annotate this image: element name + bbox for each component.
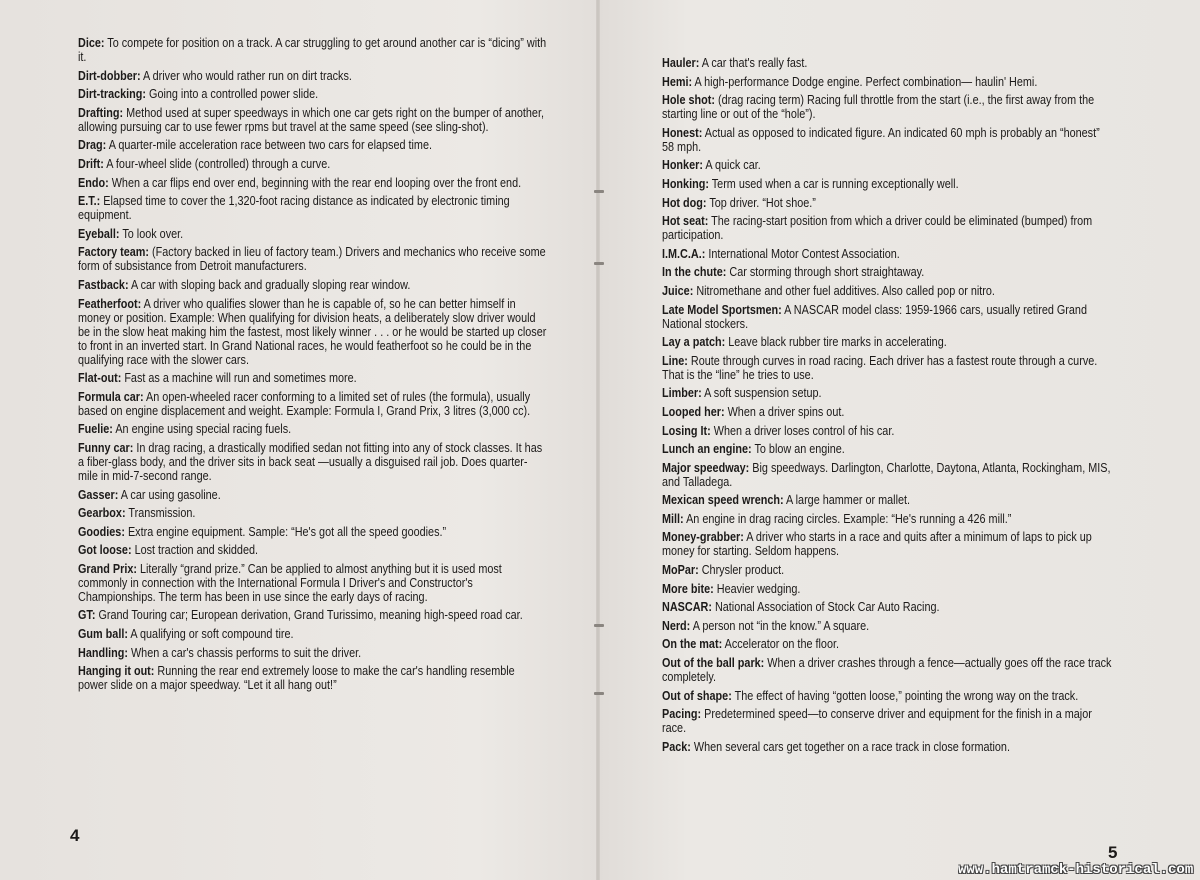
glossary-term: Hauler: bbox=[662, 56, 700, 70]
glossary-term: Fuelie: bbox=[78, 422, 113, 437]
glossary-term: Got loose: bbox=[78, 543, 132, 558]
glossary-entry bbox=[662, 530, 1114, 558]
glossary-entry bbox=[662, 689, 1114, 703]
glossary-entry bbox=[662, 424, 1114, 438]
glossary-definition: Elapsed time to cover the 1,320-foot racing distance as indicated by electronic timing equipment. bbox=[78, 194, 510, 223]
glossary-entry bbox=[662, 461, 1114, 489]
glossary-entry bbox=[78, 390, 547, 418]
glossary-definition: Route through curves in road racing. Each driver has a fastest route through a curve. That is the “line” he tries to use. bbox=[662, 353, 1098, 382]
glossary-term: Hot dog: bbox=[662, 195, 707, 210]
glossary-term: In the chute: bbox=[662, 265, 727, 280]
book-spine bbox=[596, 0, 600, 880]
glossary-term: Dice: bbox=[78, 36, 105, 50]
glossary-definition: Literally “grand prize.” Can be applied to almost anything but it is used most commonly in connection with the International Formula I Driver's and Constructor's Championships. The term has been in use since the early days of racing. bbox=[78, 561, 502, 604]
page-number-right: 5 bbox=[1108, 843, 1118, 862]
glossary-term: Out of shape: bbox=[662, 688, 732, 703]
left-glossary-column bbox=[78, 36, 547, 697]
glossary-definition: A person not “in the know.” A square. bbox=[692, 618, 870, 633]
glossary-entry bbox=[78, 36, 547, 64]
glossary-term: Losing It: bbox=[662, 423, 711, 438]
glossary-definition: (Factory backed in lieu of factory team.) Drivers and mechanics who receive some form of subsistance from Detroit manufacturers. bbox=[78, 245, 546, 274]
glossary-definition: A car using gasoline. bbox=[120, 487, 221, 502]
glossary-entry bbox=[78, 627, 547, 641]
glossary-term: Hemi: bbox=[662, 74, 693, 89]
glossary-definition: A quarter-mile acceleration race between two cars for elapsed time. bbox=[108, 138, 432, 153]
glossary-term: Pacing: bbox=[662, 707, 702, 722]
glossary-term: NASCAR: bbox=[662, 600, 712, 615]
glossary-entry bbox=[78, 506, 547, 520]
glossary-term: Mexican speed wrench: bbox=[662, 493, 784, 508]
glossary-entry bbox=[662, 158, 1114, 172]
glossary-definition: Transmission. bbox=[128, 506, 196, 521]
glossary-definition: An engine using special racing fuels. bbox=[115, 422, 292, 437]
glossary-term: E.T.: bbox=[78, 194, 101, 209]
site-watermark: www.hamtramck-historical.com bbox=[958, 862, 1194, 878]
glossary-definition: A car with sloping back and gradually sloping rear window. bbox=[130, 277, 411, 292]
glossary-definition: When several cars get together on a race track in close formation. bbox=[693, 739, 1010, 754]
glossary-entry bbox=[662, 442, 1114, 456]
glossary-definition: Method used at super speedways in which one car gets right on the bumper of another, allowing pursuing car to use fewer rpms but travel at the same speed (see sling-shot). bbox=[78, 105, 544, 134]
glossary-entry bbox=[78, 543, 547, 557]
glossary-entry bbox=[662, 386, 1114, 400]
glossary-term: Dirt-tracking: bbox=[78, 87, 147, 102]
glossary-definition: Lost traction and skidded. bbox=[134, 543, 259, 558]
glossary-term: Line: bbox=[662, 353, 688, 368]
glossary-term: Handling: bbox=[78, 645, 128, 660]
glossary-term: GT: bbox=[78, 608, 96, 623]
glossary-definition: A driver who starts in a race and quits after a minimum of laps to pick up money for starting. Seldom happens. bbox=[662, 530, 1092, 559]
glossary-term: Major speedway: bbox=[662, 460, 750, 475]
glossary-term: On the mat: bbox=[662, 637, 723, 652]
glossary-term: Hot seat: bbox=[662, 214, 709, 229]
glossary-term: Honker: bbox=[662, 158, 703, 173]
glossary-term: Drag: bbox=[78, 138, 107, 153]
glossary-entry bbox=[78, 69, 547, 83]
glossary-definition: When a driver spins out. bbox=[727, 404, 845, 419]
page-number-left: 4 bbox=[70, 826, 80, 845]
glossary-definition: A NASCAR model class: 1959-1966 cars, usually retired Grand National stockers. bbox=[662, 302, 1087, 331]
glossary-term: Out of the ball park: bbox=[662, 656, 765, 671]
glossary-entry bbox=[662, 493, 1114, 507]
glossary-definition: Top driver. “Hot shoe.” bbox=[709, 195, 816, 210]
glossary-entry bbox=[78, 87, 547, 101]
glossary-term: Mill: bbox=[662, 511, 684, 526]
glossary-definition: Car storming through short straightaway. bbox=[729, 265, 925, 280]
glossary-definition: Nitromethane and other fuel additives. Also called pop or nitro. bbox=[696, 283, 995, 298]
glossary-term: Featherfoot: bbox=[78, 296, 142, 311]
glossary-definition: A quick car. bbox=[705, 158, 761, 173]
glossary-term: Pack: bbox=[662, 739, 691, 754]
glossary-term: Gum ball: bbox=[78, 627, 128, 642]
glossary-definition: Grand Touring car; European derivation, Grand Turissimo, meaning high-speed road car. bbox=[98, 608, 523, 623]
glossary-term: Funny car: bbox=[78, 440, 134, 455]
glossary-entry bbox=[662, 177, 1114, 191]
glossary-definition: A driver who would rather run on dirt tracks. bbox=[142, 68, 352, 83]
glossary-definition: Extra engine equipment. Sample: “He's got all the speed goodies.” bbox=[127, 524, 447, 539]
glossary-entry bbox=[662, 405, 1114, 419]
glossary-term: Juice: bbox=[662, 283, 694, 298]
glossary-entry bbox=[662, 126, 1114, 154]
glossary-definition: (drag racing term) Racing full throttle from the start (i.e., the first away from the starting line or out of the “hole”). bbox=[662, 93, 1095, 122]
glossary-term: Endo: bbox=[78, 175, 109, 190]
glossary-definition: An open-wheeled racer conforming to a limited set of rules (the formula), usually based on engine displacement and weight. Example: Formula I, Grand Prix, 3 litres (3,000 cc). bbox=[78, 389, 531, 418]
glossary-entry bbox=[78, 562, 547, 604]
glossary-definition: An engine in drag racing circles. Example: “He's running a 426 mill.” bbox=[686, 511, 1012, 526]
glossary-entry bbox=[78, 525, 547, 539]
glossary-definition: The effect of having “gotten loose,” pointing the wrong way on the track. bbox=[734, 688, 1079, 703]
glossary-entry bbox=[78, 278, 547, 292]
glossary-definition: Going into a controlled power slide. bbox=[149, 87, 319, 102]
glossary-entry bbox=[78, 608, 547, 622]
glossary-term: Drift: bbox=[78, 156, 104, 171]
glossary-definition: International Motor Contest Association. bbox=[708, 246, 900, 261]
glossary-definition: A car that's really fast. bbox=[701, 56, 808, 70]
glossary-entry bbox=[662, 637, 1114, 651]
glossary-term: Hole shot: bbox=[662, 93, 715, 108]
glossary-definition: The racing-start position from which a driver could be eliminated (bumped) from participation. bbox=[662, 214, 1093, 243]
staple-mark bbox=[594, 262, 604, 265]
glossary-term: Honest: bbox=[662, 125, 703, 140]
glossary-entry bbox=[662, 582, 1114, 596]
glossary-definition: When a car's chassis performs to suit the driver. bbox=[130, 645, 362, 660]
staple-mark bbox=[594, 692, 604, 695]
glossary-term: Formula car: bbox=[78, 389, 144, 404]
glossary-entry bbox=[662, 196, 1114, 210]
glossary-entry bbox=[78, 245, 547, 273]
staple-mark bbox=[594, 624, 604, 627]
glossary-term: Limber: bbox=[662, 386, 702, 401]
glossary-definition: Actual as opposed to indicated figure. An indicated 60 mph is probably an “honest” 58 mph. bbox=[662, 125, 1100, 154]
glossary-term: Eyeball: bbox=[78, 226, 120, 241]
glossary-entry bbox=[78, 106, 547, 134]
glossary-definition: When a car flips end over end, beginning with the rear end looping over the front end. bbox=[111, 175, 522, 190]
glossary-entry bbox=[662, 354, 1114, 382]
glossary-term: Drafting: bbox=[78, 105, 124, 120]
glossary-entry bbox=[662, 56, 1114, 70]
glossary-term: I.M.C.A.: bbox=[662, 246, 706, 261]
glossary-definition: A four-wheel slide (controlled) through a curve. bbox=[106, 156, 331, 171]
right-glossary-column bbox=[662, 56, 1114, 758]
glossary-entry bbox=[662, 707, 1114, 735]
glossary-definition: A qualifying or soft compound tire. bbox=[130, 627, 294, 642]
glossary-definition: To look over. bbox=[122, 226, 184, 241]
glossary-definition: When a driver crashes through a fence—actually goes off the race track completely. bbox=[662, 656, 1112, 685]
glossary-entry bbox=[78, 441, 547, 483]
glossary-term: Gasser: bbox=[78, 487, 119, 502]
glossary-entry bbox=[78, 138, 547, 152]
glossary-entry bbox=[78, 488, 547, 502]
glossary-entry bbox=[662, 335, 1114, 349]
glossary-definition: In drag racing, a drastically modified sedan not fitting into any of stock classes. It has a fiber-glass body, and the driver sits in back seat —usually a disguised rail job. Does quarter-mile in mid-7-second range. bbox=[78, 440, 543, 483]
glossary-term: Grand Prix: bbox=[78, 561, 137, 576]
glossary-definition: To blow an engine. bbox=[754, 442, 845, 457]
glossary-definition: Predetermined speed—to conserve driver and equipment for the finish in a major race. bbox=[662, 707, 1092, 736]
glossary-term: Lay a patch: bbox=[662, 335, 726, 350]
glossary-term: Lunch an engine: bbox=[662, 442, 752, 457]
glossary-entry bbox=[78, 371, 547, 385]
glossary-term: Money-grabber: bbox=[662, 530, 744, 545]
glossary-entry bbox=[78, 297, 547, 367]
glossary-term: Looped her: bbox=[662, 404, 725, 419]
glossary-entry bbox=[662, 740, 1114, 754]
staple-mark bbox=[594, 190, 604, 193]
glossary-definition: A soft suspension setup. bbox=[704, 386, 822, 401]
glossary-definition: A high-performance Dodge engine. Perfect combination— haulin' Hemi. bbox=[694, 74, 1038, 89]
glossary-entry bbox=[662, 214, 1114, 242]
glossary-term: Goodies: bbox=[78, 524, 125, 539]
glossary-entry bbox=[78, 646, 547, 660]
glossary-term: Dirt-dobber: bbox=[78, 68, 141, 83]
glossary-definition: Accelerator on the floor. bbox=[724, 637, 839, 652]
glossary-entry bbox=[78, 227, 547, 241]
glossary-entry bbox=[662, 563, 1114, 577]
glossary-term: Hanging it out: bbox=[78, 664, 155, 679]
glossary-definition: Fast as a machine will run and sometimes more. bbox=[124, 371, 357, 386]
glossary-entry bbox=[78, 157, 547, 171]
glossary-definition: Heavier wedging. bbox=[716, 581, 801, 596]
glossary-term: More bite: bbox=[662, 581, 714, 596]
glossary-entry bbox=[662, 93, 1114, 121]
glossary-entry bbox=[662, 600, 1114, 614]
glossary-definition: A driver who qualifies slower than he is capable of, so he can better himself in money or position. Example: When qualifying for division heats, a deliberately slow driver would be in the slow heat making him the fastest, most likely winner . . . or he would be started up closer to front in an inverted start. In Grand National races, he would featherfoot so he could be in the qualifying race with the slower cars. bbox=[78, 296, 547, 367]
glossary-entry bbox=[662, 75, 1114, 89]
glossary-term: Gearbox: bbox=[78, 506, 126, 521]
glossary-definition: Term used when a car is running exceptionally well. bbox=[711, 176, 959, 191]
glossary-term: Flat-out: bbox=[78, 371, 122, 386]
glossary-entry bbox=[78, 422, 547, 436]
glossary-term: Nerd: bbox=[662, 618, 691, 633]
glossary-entry bbox=[662, 247, 1114, 261]
glossary-definition: Big speedways. Darlington, Charlotte, Daytona, Atlanta, Rockingham, MIS, and Talladega. bbox=[662, 460, 1111, 489]
glossary-entry bbox=[662, 619, 1114, 633]
glossary-definition: A large hammer or mallet. bbox=[786, 493, 911, 508]
glossary-entry bbox=[662, 512, 1114, 526]
glossary-term: Honking: bbox=[662, 176, 709, 191]
glossary-definition: When a driver loses control of his car. bbox=[713, 423, 895, 438]
glossary-entry bbox=[662, 284, 1114, 298]
glossary-entry bbox=[662, 656, 1114, 684]
glossary-definition: Running the rear end extremely loose to make the car's handling resemble power slide on a major speedway. “Let it all hang out!” bbox=[78, 664, 515, 693]
glossary-definition: Leave black rubber tire marks in accelerating. bbox=[728, 335, 947, 350]
glossary-entry bbox=[662, 265, 1114, 279]
glossary-entry bbox=[78, 664, 547, 692]
glossary-definition: To compete for position on a track. A car struggling to get around another car is “dicing” with it. bbox=[78, 36, 547, 64]
glossary-term: Factory team: bbox=[78, 245, 150, 260]
glossary-term: Fastback: bbox=[78, 277, 129, 292]
glossary-definition: Chrysler product. bbox=[701, 563, 785, 578]
glossary-term: Late Model Sportsmen: bbox=[662, 302, 782, 317]
glossary-entry bbox=[78, 194, 547, 222]
glossary-entry bbox=[78, 176, 547, 190]
glossary-definition: National Association of Stock Car Auto Racing. bbox=[714, 600, 940, 615]
glossary-term: MoPar: bbox=[662, 563, 699, 578]
glossary-entry bbox=[662, 303, 1114, 331]
